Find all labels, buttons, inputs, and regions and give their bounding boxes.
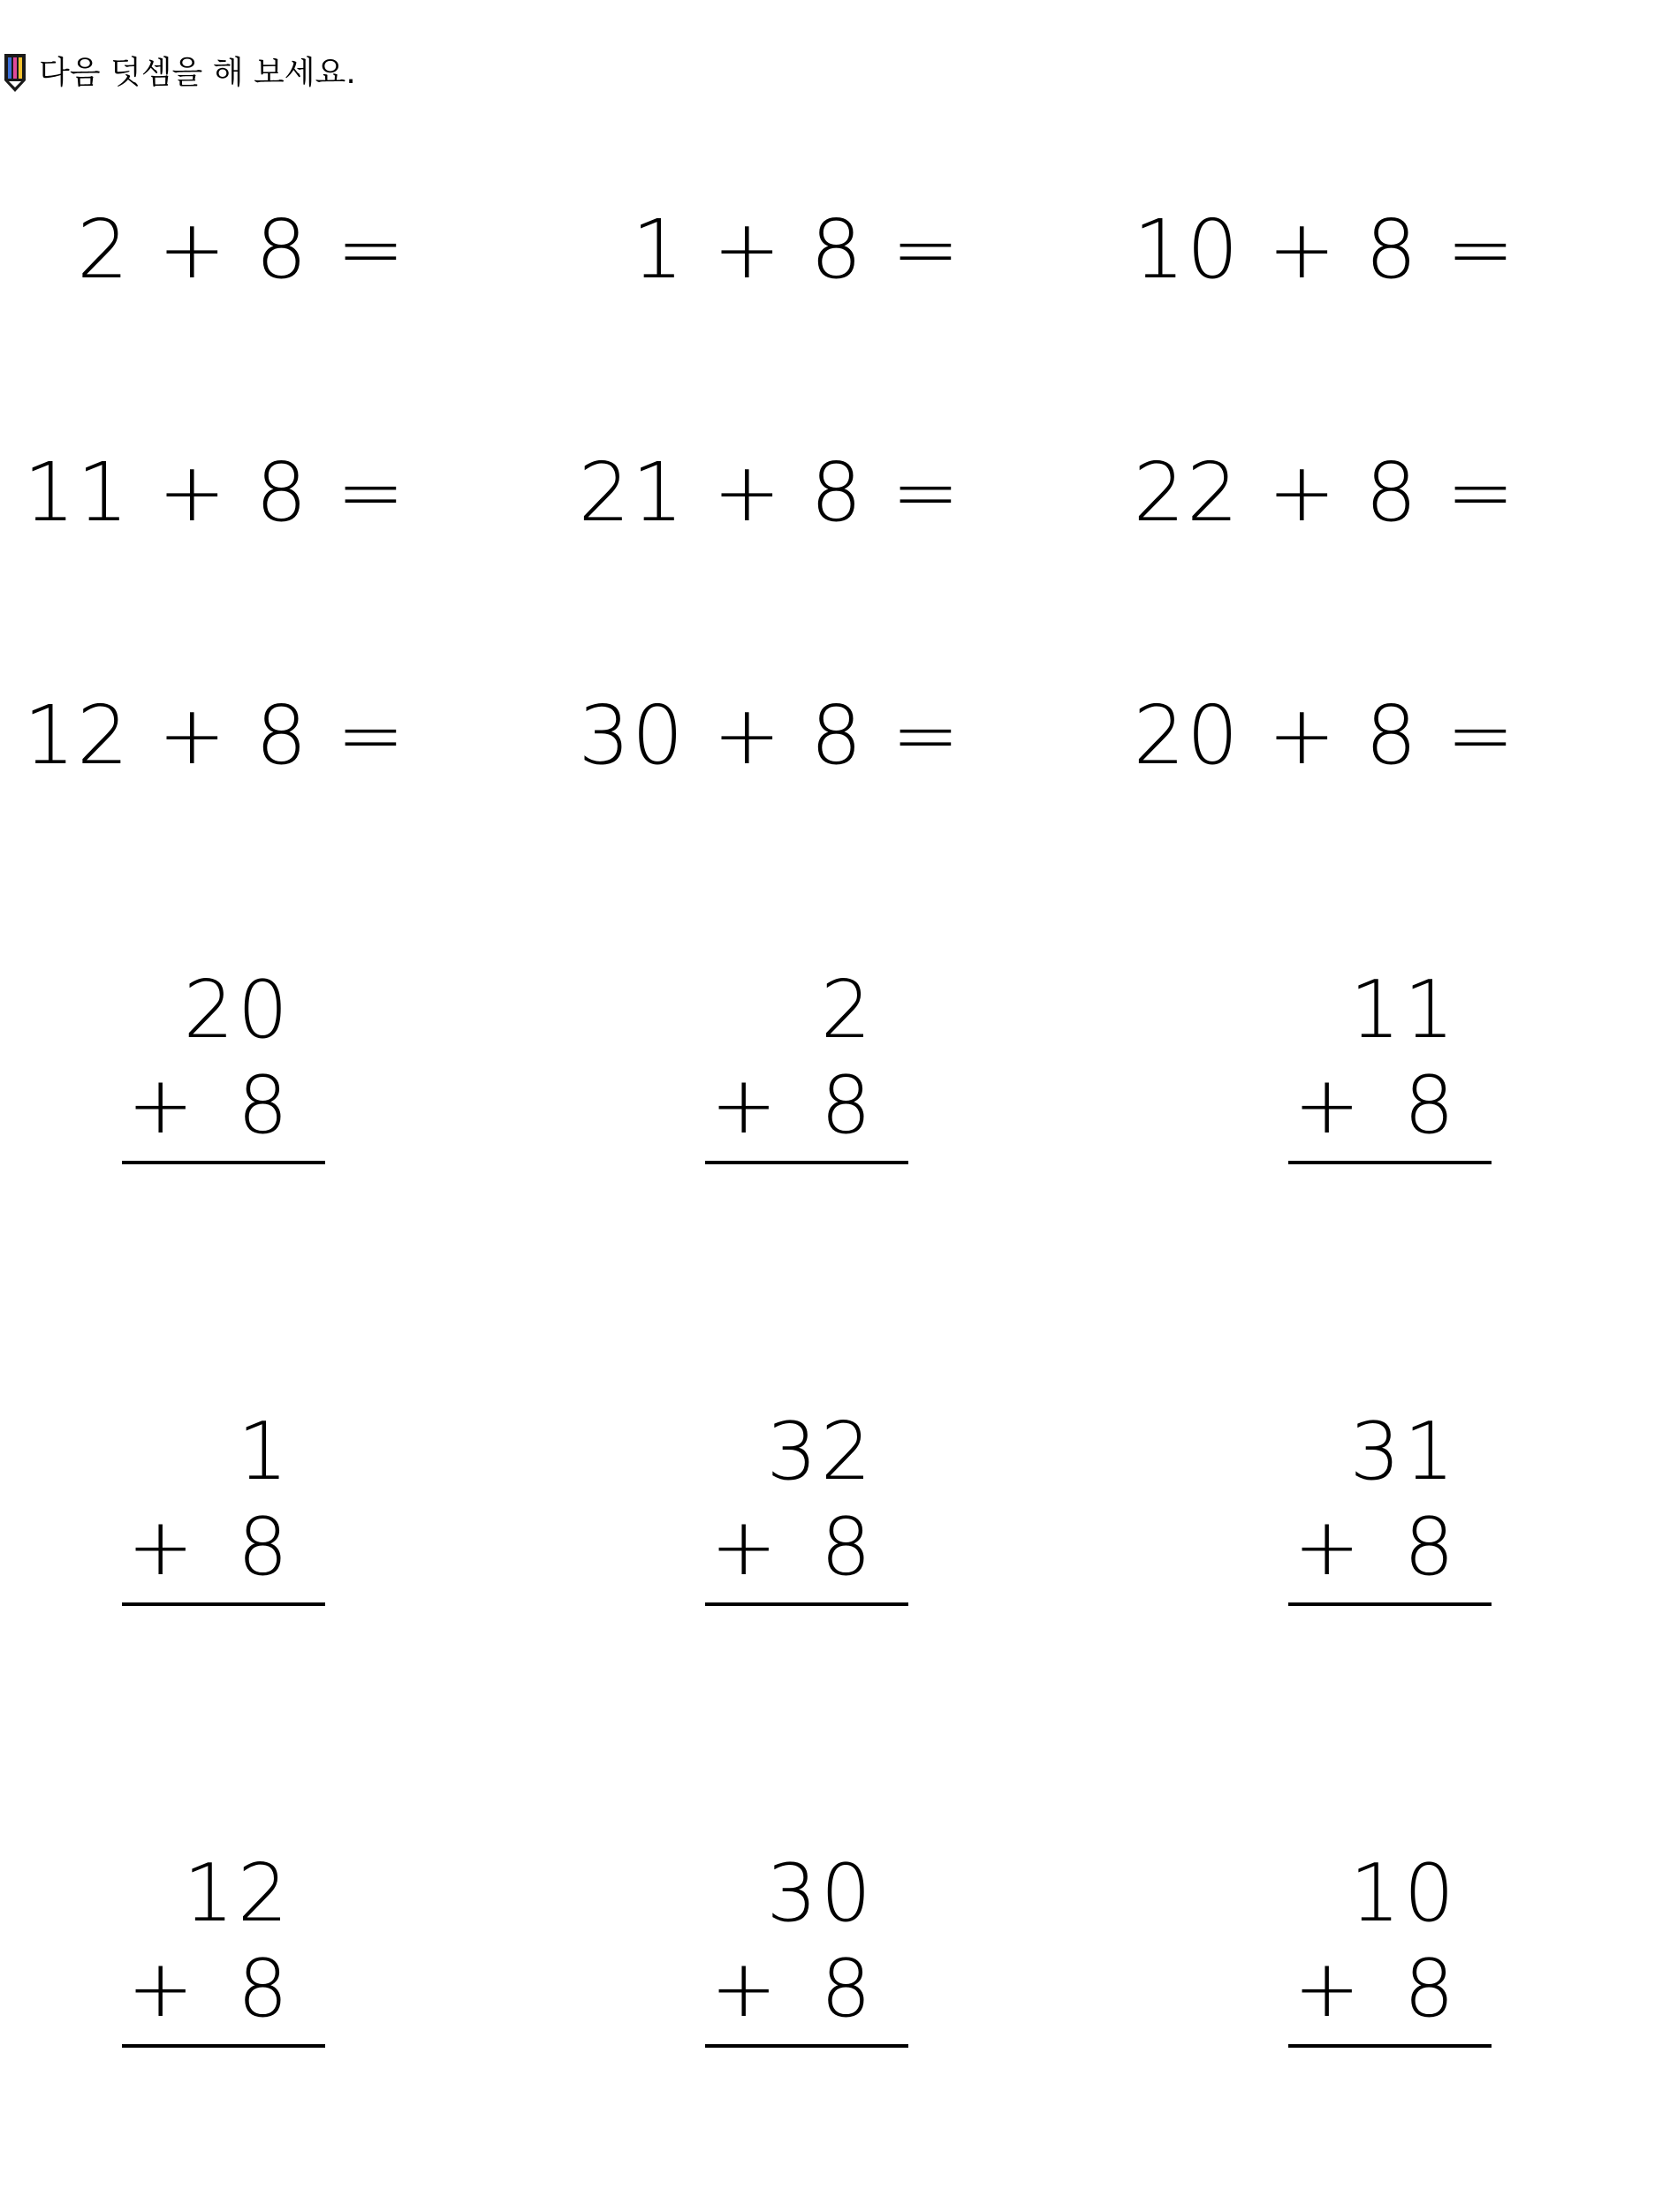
horizontal-problem: 10 + 8 = — [1133, 202, 1516, 297]
top-number: 20 — [183, 964, 292, 1057]
vertical-problem — [122, 1848, 334, 2051]
addend-number: 8 — [237, 1059, 288, 1152]
vertical-problem — [705, 965, 917, 1168]
top-number: 30 — [766, 1847, 875, 1940]
addend-number: 8 — [237, 1501, 288, 1594]
addend-number: 8 — [1403, 1501, 1454, 1594]
addend-number: 8 — [820, 1059, 871, 1152]
top-number: 2 — [820, 964, 875, 1057]
vertical-problem — [122, 965, 334, 1168]
answer-line — [1288, 2044, 1492, 2048]
vertical-problem — [705, 1406, 917, 1610]
horizontal-problem: 30 + 8 = — [578, 688, 961, 783]
answer-line — [705, 1161, 908, 1164]
answer-line — [122, 2044, 325, 2048]
addend-number: 8 — [820, 1943, 871, 2035]
plus-sign: + — [1294, 1059, 1361, 1152]
answer-line — [705, 1602, 908, 1606]
horizontal-problem: 2 + 8 = — [77, 202, 406, 297]
horizontal-problem: 22 + 8 = — [1133, 445, 1516, 540]
vertical-problem — [1288, 1848, 1500, 2051]
plus-sign: + — [710, 1943, 778, 2035]
vertical-problem — [1288, 965, 1500, 1168]
top-number: 31 — [1349, 1405, 1458, 1498]
pencil-icon — [4, 54, 27, 93]
answer-line — [1288, 1161, 1492, 1164]
top-number: 32 — [766, 1405, 875, 1498]
plus-sign: + — [127, 1501, 194, 1594]
plus-sign: + — [127, 1943, 194, 2035]
addend-number: 8 — [1403, 1943, 1454, 2035]
plus-sign: + — [1294, 1943, 1361, 2035]
top-number: 10 — [1349, 1847, 1458, 1940]
top-number: 11 — [1349, 964, 1458, 1057]
answer-line — [1288, 1602, 1492, 1606]
plus-sign: + — [710, 1501, 778, 1594]
horizontal-problem: 20 + 8 = — [1133, 688, 1516, 783]
addend-number: 8 — [237, 1943, 288, 2035]
answer-line — [122, 1602, 325, 1606]
horizontal-problem: 12 + 8 = — [23, 688, 406, 783]
vertical-problem — [122, 1406, 334, 1610]
vertical-problem — [705, 1848, 917, 2051]
worksheet-header — [4, 51, 356, 95]
plus-sign: + — [127, 1059, 194, 1152]
top-number: 1 — [237, 1405, 292, 1498]
instruction-text: 다음 덧셈을 해 보세요. — [39, 55, 356, 91]
answer-line — [705, 2044, 908, 2048]
horizontal-problem: 1 + 8 = — [632, 202, 961, 297]
vertical-problem — [1288, 1406, 1500, 1610]
plus-sign: + — [1294, 1501, 1361, 1594]
horizontal-problem: 11 + 8 = — [23, 445, 406, 540]
top-number: 12 — [183, 1847, 292, 1940]
answer-line — [122, 1161, 325, 1164]
addend-number: 8 — [820, 1501, 871, 1594]
plus-sign: + — [710, 1059, 778, 1152]
horizontal-problem: 21 + 8 = — [578, 445, 961, 540]
addend-number: 8 — [1403, 1059, 1454, 1152]
